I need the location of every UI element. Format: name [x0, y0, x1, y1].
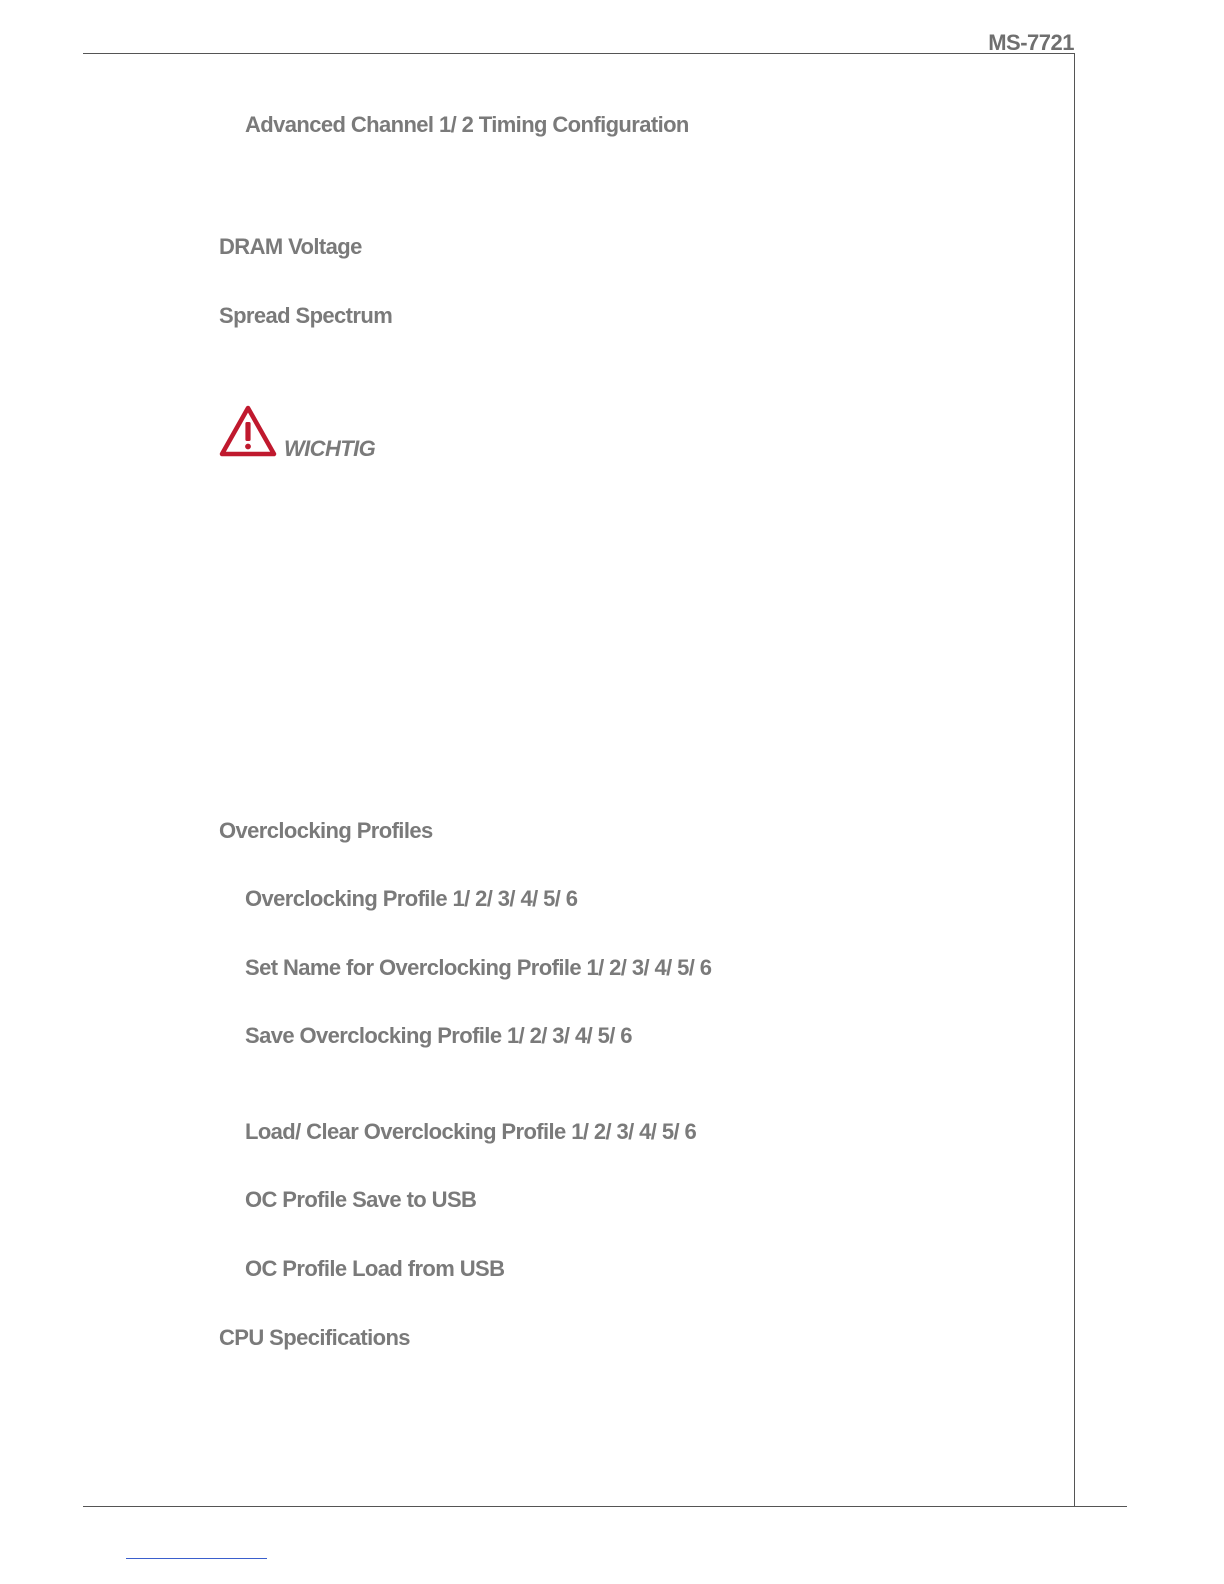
heading-oc-profile-load-usb: OC Profile Load from USB: [245, 1256, 505, 1281]
heading-cpu-specifications: CPU Specifications: [219, 1325, 410, 1350]
right-margin-rule: [1074, 53, 1075, 1507]
heading-set-name-profile: Set Name for Overclocking Profile 1/ 2/ 3/ 4/ 5/ 6: [245, 955, 712, 980]
heading-spread-spectrum: Spread Spectrum: [219, 303, 393, 328]
warning-triangle-icon: [218, 404, 278, 458]
heading-advanced-channel-timing: Advanced Channel 1/ 2 Timing Configuration: [245, 112, 689, 137]
heading-oc-profile-save-usb: OC Profile Save to USB: [245, 1187, 477, 1212]
header-rule: [83, 53, 1075, 54]
heading-overclocking-profiles: Overclocking Profiles: [219, 818, 433, 843]
heading-save-profile: Save Overclocking Profile 1/ 2/ 3/ 4/ 5/ 6: [245, 1023, 632, 1048]
heading-overclocking-profile-n: Overclocking Profile 1/ 2/ 3/ 4/ 5/ 6: [245, 886, 578, 911]
warning-label: WICHTIG: [284, 436, 376, 461]
heading-dram-voltage: DRAM Voltage: [219, 234, 362, 259]
footer-rule: [83, 1506, 1127, 1507]
heading-load-clear-profile: Load/ Clear Overclocking Profile 1/ 2/ 3/ 4/ 5/ 6: [245, 1119, 697, 1144]
model-number: MS-7721: [988, 30, 1074, 55]
footer-link-underline: [126, 1558, 267, 1559]
